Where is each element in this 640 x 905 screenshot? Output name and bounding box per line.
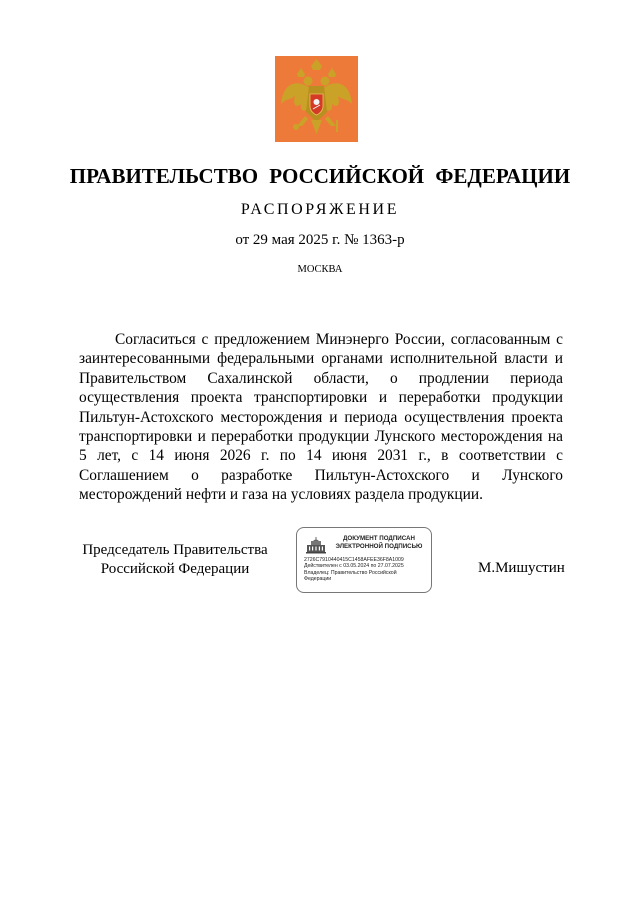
stamp-validity: Действителен с 03.05.2024 по 27.07.2025: [304, 563, 404, 570]
signer-position-line2: Российской Федерации: [100, 561, 250, 577]
signer-name: М.Мишустин: [478, 560, 565, 576]
government-building-icon: [305, 536, 327, 554]
stamp-details: [304, 557, 429, 583]
stamp-owner-line1: Владелец: Правительство Российской: [304, 569, 397, 576]
document-city: МОСКВА: [297, 264, 343, 275]
document-type: РАСПОРЯЖЕНИЕ: [240, 201, 400, 218]
order-text: Согласиться с предложением Минэнерго России, согласованным с заинтересованными федеральными органами исполнительной власти и Правительством Сахалинской области, о продлении периода осуществления проекта транспортировки и переработки продукции Пильтун-Астохского месторождения и периода осуществления проекта транспортировки и переработки продукции Лунского месторождения на 5 лет, с 14 июня 2026 г. по 14 июня 2031 г., в соответствии с Соглашением о разработке Пильтун-Астохского и Лунского месторождений нефти и газа на условиях раздела продукции.: [79, 331, 563, 504]
signer-position-line1: Председатель Правительства: [82, 542, 268, 558]
stamp-certificate-number: 2726C7910440415C1458AFEE36F8A1009: [304, 557, 404, 563]
government-title: ПРАВИТЕЛЬСТВО РОССИЙСКОЙ ФЕДЕРАЦИИ: [69, 164, 571, 188]
stamp-heading: [329, 535, 429, 550]
stamp-heading-line1: ДОКУМЕНТ ПОДПИСАН: [343, 535, 415, 542]
signer-position: [60, 541, 290, 579]
stamp-heading-line2: ЭЛЕКТРОННОЙ ПОДПИСЬЮ: [335, 542, 423, 550]
coat-of-arms-icon: [275, 56, 358, 142]
stamp-owner-line2: Федерации: [304, 576, 332, 583]
electronic-signature-stamp: [296, 527, 432, 593]
document-date-number: от 29 мая 2025 г. № 1363-р: [235, 232, 405, 248]
